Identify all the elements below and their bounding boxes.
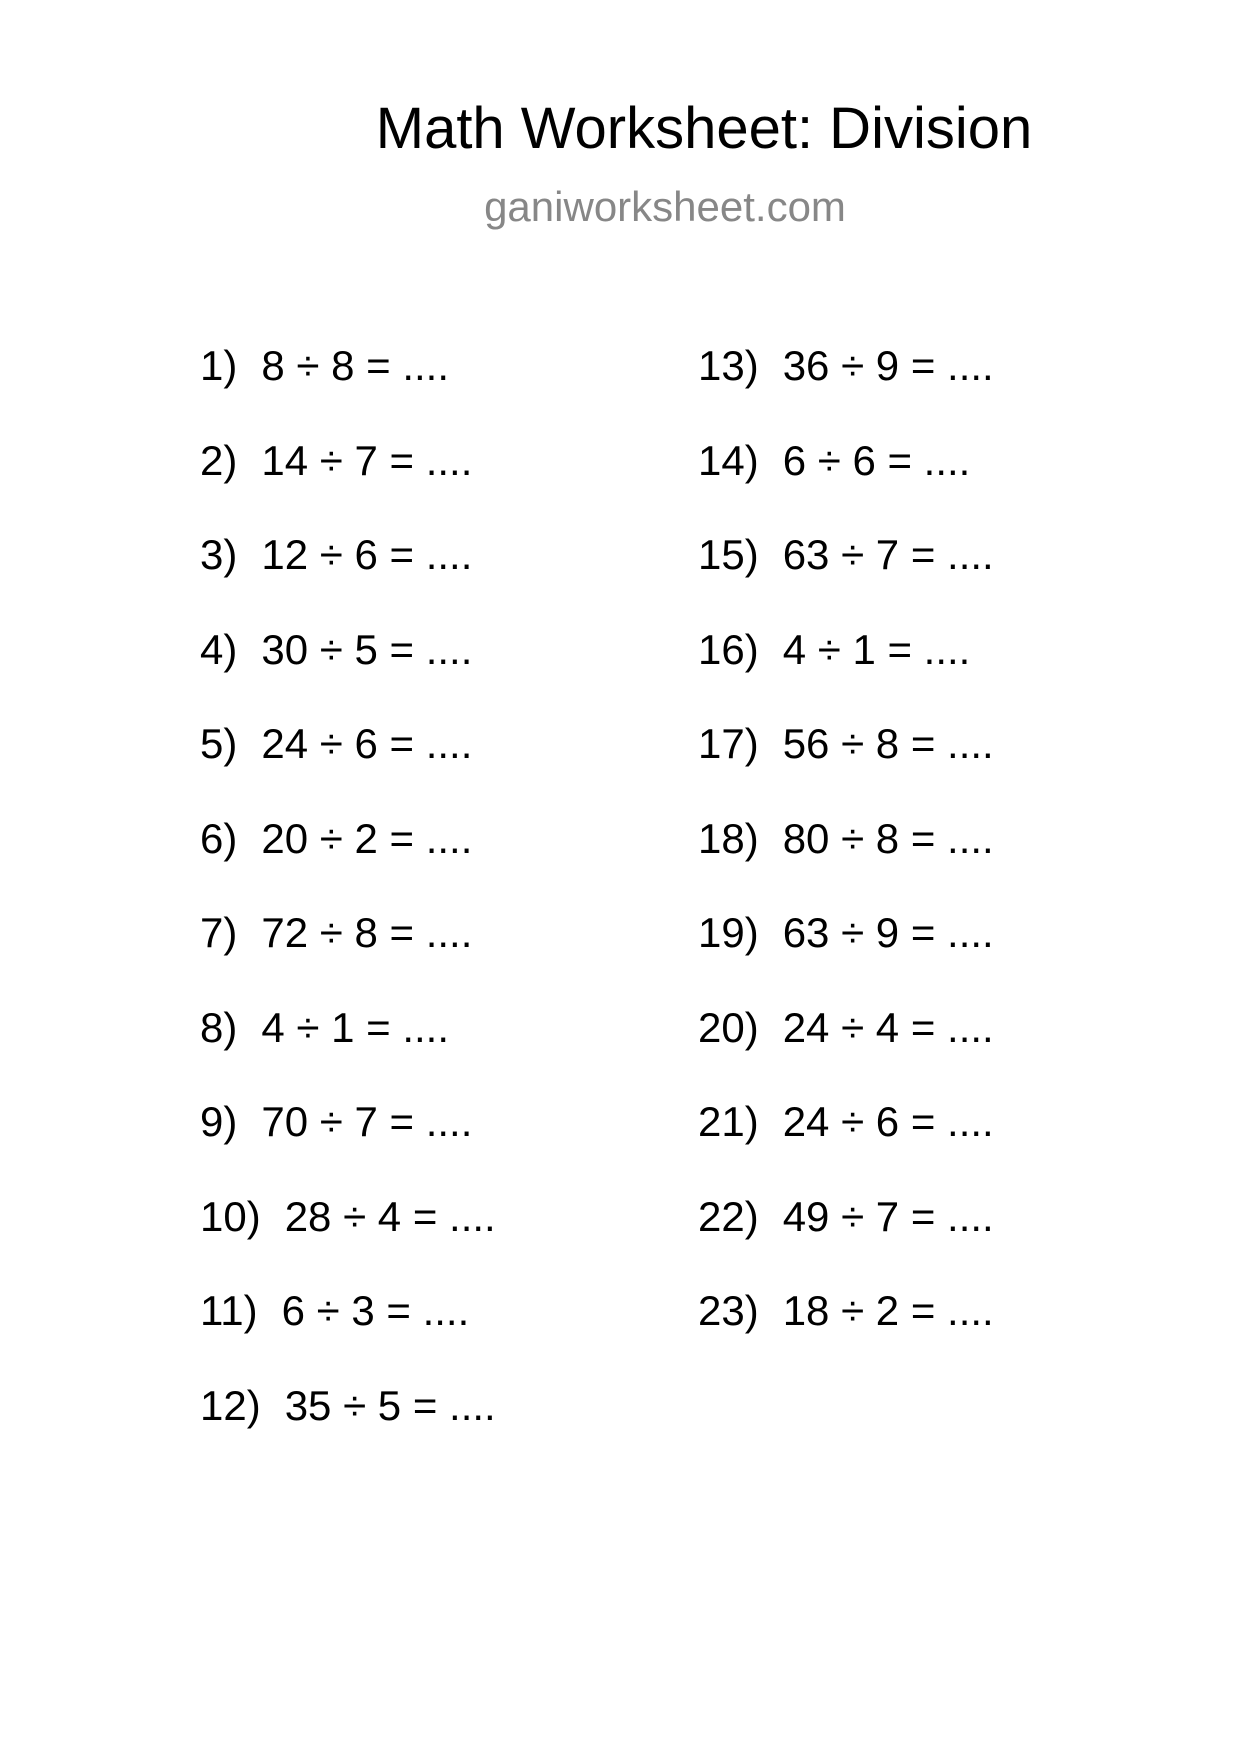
problem-number: 17): [698, 720, 759, 767]
problem-number: 18): [698, 814, 759, 862]
problem-expression: 4 ÷ 1 = ....: [782, 625, 971, 673]
page-title: Math Worksheet: Division: [375, 96, 1033, 161]
problem-item: [200, 814, 496, 913]
problem-expression: 49 ÷ 7 = ....: [782, 1192, 994, 1240]
problem-expression: 18 ÷ 2 = ....: [782, 1287, 994, 1334]
problem-item: [698, 1192, 994, 1291]
problem-number: 5): [200, 720, 238, 767]
problem-item: [200, 1098, 496, 1196]
problem-expression: 24 ÷ 6 = ....: [782, 1098, 994, 1145]
problem-number: 10): [200, 1192, 261, 1240]
problem-expression: 14 ÷ 7 = ....: [261, 436, 473, 484]
problem-item: [200, 625, 496, 724]
problem-expression: 28 ÷ 4 = ....: [284, 1192, 496, 1240]
problem-item: [200, 342, 496, 440]
problem-number: 23): [698, 1287, 759, 1334]
problem-column-left: [200, 342, 496, 1479]
problem-item: [698, 531, 994, 629]
problem-expression: 24 ÷ 6 = ....: [261, 720, 473, 767]
problem-item: [698, 1098, 994, 1196]
problem-number: 19): [698, 909, 759, 956]
problem-item: [200, 1381, 496, 1480]
problem-expression: 70 ÷ 7 = ....: [261, 1098, 473, 1145]
problem-number: 13): [698, 342, 759, 389]
problem-item: [698, 436, 994, 535]
problem-number: 16): [698, 625, 759, 673]
problem-expression: 20 ÷ 2 = ....: [261, 814, 473, 862]
problem-number: 15): [698, 531, 759, 578]
problem-item: [200, 531, 496, 629]
problem-expression: 12 ÷ 6 = ....: [261, 531, 473, 578]
problem-number: 12): [200, 1381, 261, 1429]
problem-number: 22): [698, 1192, 759, 1240]
problem-item: [200, 720, 496, 818]
problem-number: 3): [200, 531, 238, 578]
problem-expression: 63 ÷ 7 = ....: [782, 531, 994, 578]
problem-expression: 6 ÷ 6 = ....: [782, 436, 971, 484]
website-url: ganiworksheet.com: [484, 183, 846, 230]
problem-item: [698, 720, 994, 818]
problem-number: 21): [698, 1098, 759, 1145]
problem-number: 20): [698, 1003, 759, 1051]
problem-expression: 4 ÷ 1 = ....: [261, 1003, 450, 1051]
problem-expression: 72 ÷ 8 = ....: [261, 909, 473, 956]
problem-expression: 56 ÷ 8 = ....: [782, 720, 994, 767]
problem-item: [698, 909, 994, 1007]
problem-item: [200, 1287, 496, 1385]
problem-expression: 63 ÷ 9 = ....: [782, 909, 994, 956]
problem-item: [698, 1287, 994, 1385]
problem-expression: 24 ÷ 4 = ....: [782, 1003, 994, 1051]
problem-expression: 36 ÷ 9 = ....: [782, 342, 994, 389]
problem-item: [698, 814, 994, 913]
problem-item: [200, 1003, 496, 1102]
problem-item: [698, 342, 994, 440]
problem-item: [200, 909, 496, 1007]
problem-item: [698, 625, 994, 724]
problem-number: 11): [200, 1287, 258, 1334]
problem-number: 7): [200, 909, 238, 956]
problem-number: 8): [200, 1003, 238, 1051]
problem-expression: 30 ÷ 5 = ....: [261, 625, 473, 673]
problem-item: [200, 436, 496, 535]
problem-expression: 8 ÷ 8 = ....: [261, 342, 450, 389]
problem-expression: 6 ÷ 3 = ....: [281, 1287, 470, 1334]
problem-number: 9): [200, 1098, 238, 1145]
problem-expression: 80 ÷ 8 = ....: [782, 814, 994, 862]
problem-column-right: [698, 342, 994, 1385]
problem-number: 4): [200, 625, 238, 673]
problem-item: [200, 1192, 496, 1291]
problem-item: [698, 1003, 994, 1102]
problem-number: 14): [698, 436, 759, 484]
problem-number: 6): [200, 814, 238, 862]
problem-number: 1): [200, 342, 238, 389]
problem-expression: 35 ÷ 5 = ....: [284, 1381, 496, 1429]
problem-number: 2): [200, 436, 238, 484]
